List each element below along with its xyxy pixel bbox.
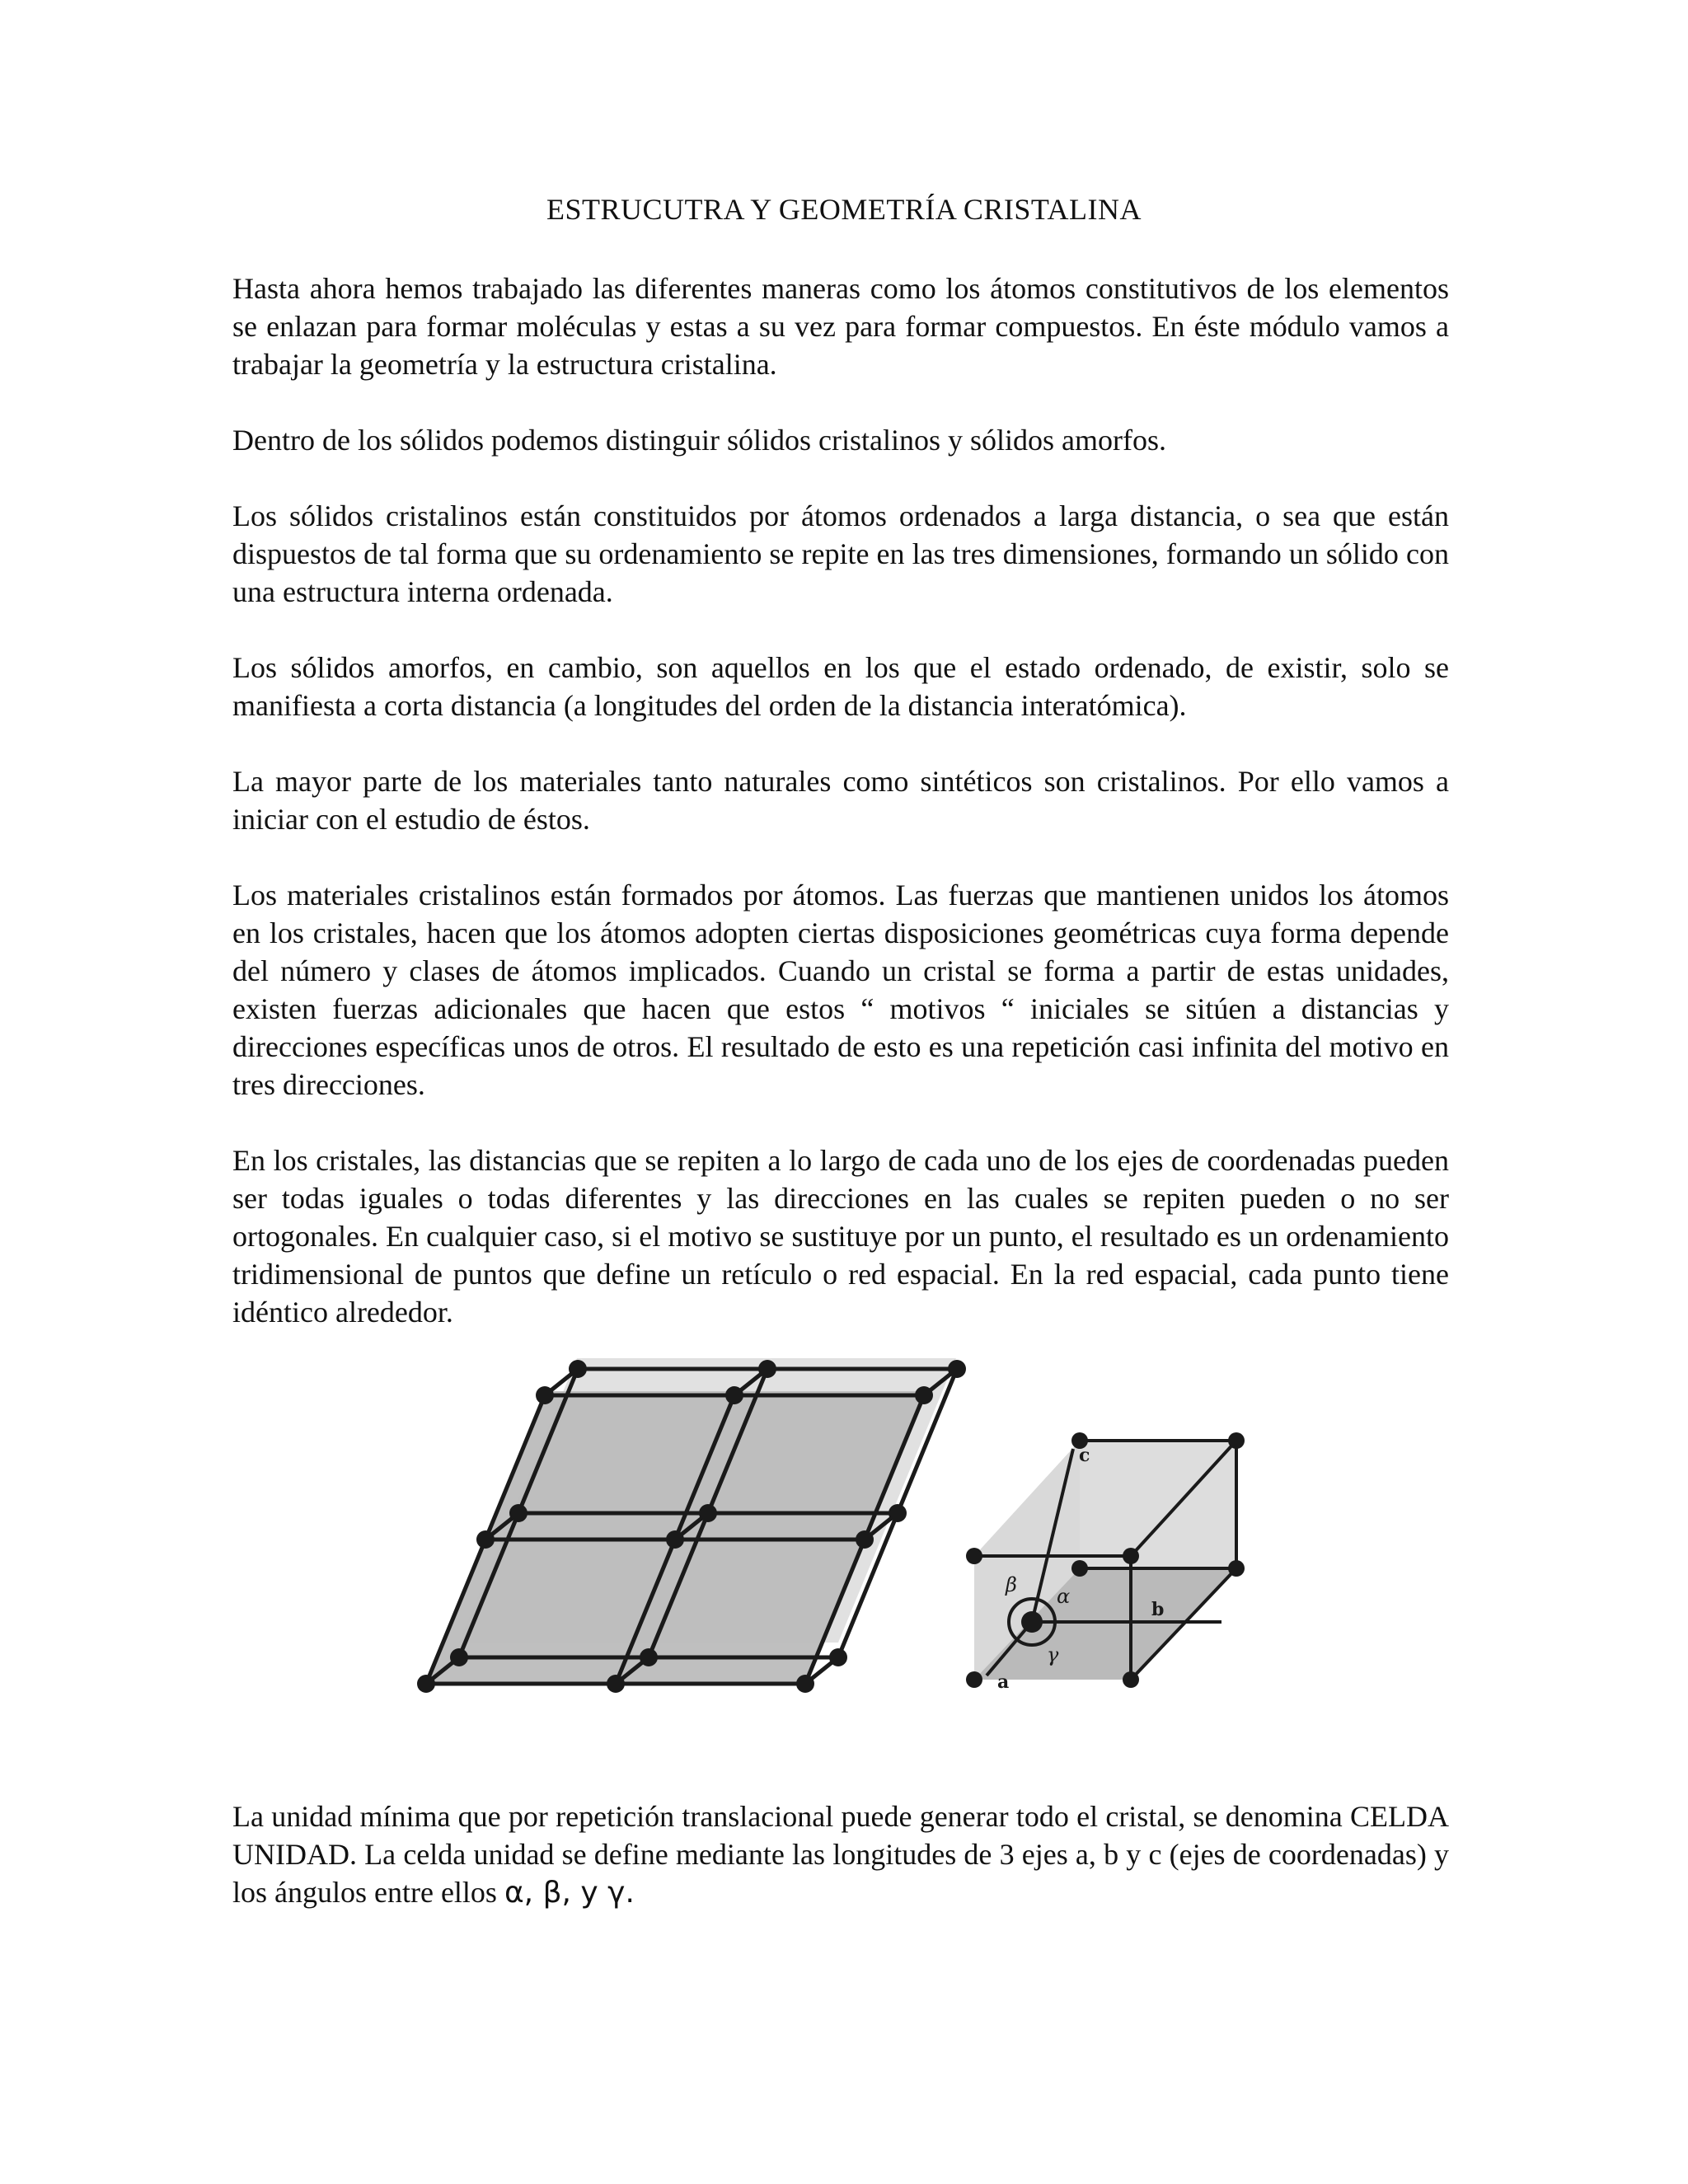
lattice-atom <box>509 1504 528 1522</box>
angle-beta-label: β <box>1006 1573 1017 1596</box>
lattice-atom <box>417 1675 435 1693</box>
lattice-atom <box>476 1530 495 1549</box>
unit-cell-drawing <box>966 1432 1245 1693</box>
paragraph-majority: La mayor parte de los materiales tanto naturales como sintéticos son cristalinos. Por ello vamos a iniciar con el estudio de éstos. <box>232 765 1449 836</box>
paragraph-amorphous: Los sólidos amorfos, en cambio, son aquellos en los que el estado ordenado, de existir, solo se manifiesta a corta distancia (a longitudes del orden de la distancia interatómica). <box>232 651 1449 722</box>
page-title: ESTRUCUTRA Y GEOMETRÍA CRISTALINA <box>546 193 1142 226</box>
lattice-atom <box>796 1675 814 1693</box>
lattice-atom <box>915 1386 933 1404</box>
axis-a-label: a <box>997 1671 1010 1693</box>
lattice-atom <box>536 1386 554 1404</box>
lattice-atom <box>640 1648 658 1666</box>
lattice-atom <box>699 1504 717 1522</box>
paragraph-lattice: En los cristales, las distancias que se repiten a lo largo de cada uno de los ejes de coordenadas pueden ser todas iguales o todas diferentes y las direcciones en las cuales se repiten pueden o no ser ortogonales. En cualquier caso, si el motivo se sustituye por un punto, el resultado es un ordenamiento tridimensional de puntos que define un retículo o red espacial. En la red espacial, cada punto tiene idéntico alrededor. <box>232 1144 1449 1329</box>
crystal-lattice-figure <box>381 1358 1297 1722</box>
paragraph-unit-cell <box>232 1797 1449 1912</box>
lattice-illustration <box>381 1358 1297 1722</box>
space-lattice-drawing <box>417 1358 966 1693</box>
lattice-atom <box>450 1648 468 1666</box>
axis-c-label: c <box>1079 1445 1090 1466</box>
lattice-atom <box>569 1360 587 1378</box>
lattice-atom <box>666 1530 684 1549</box>
paragraph-crystalline: Los sólidos cristalinos están constituidos por átomos ordenados a larga distancia, o sea que están dispuestos de tal forma que su ordenamiento se repite en las tres dimensiones, formando un sólido con una estructura interna ordenada. <box>232 499 1449 608</box>
lattice-atom <box>889 1504 907 1522</box>
lattice-atom <box>829 1648 847 1666</box>
lattice-atom <box>725 1386 743 1404</box>
lattice-atom <box>856 1530 874 1549</box>
angle-alpha-label: α <box>1057 1585 1071 1608</box>
paragraph-materials: Los materiales cristalinos están formados por átomos. Las fuerzas que mantienen unidos los átomos en los cristales, hacen que los átomos adopten ciertas disposiciones geométricas cuya forma depende del número y clases de átomos implicados. Cuando un cristal se forma a partir de estas unidades, existen fuerzas adicionales que hacen que estos “ motivos “ iniciales se sitúen a distancias y direcciones específicas unos de otros. El resultado de esto es una repetición casi infinita del motivo en tres direcciones. <box>232 879 1449 1101</box>
axis-b-label: b <box>1151 1599 1165 1620</box>
lattice-atom <box>758 1360 776 1378</box>
greek-angles: α, β, y γ. <box>504 1876 635 1910</box>
paragraph-solids: Dentro de los sólidos podemos distinguir sólidos cristalinos y sólidos amorfos. <box>232 424 1166 457</box>
lattice-atom <box>607 1675 625 1693</box>
lattice-atom <box>948 1360 966 1378</box>
angle-gamma-label: γ <box>1047 1643 1059 1666</box>
unit-cell-text: La unidad mínima que por repetición translacional puede generar todo el cristal, se denomina CELDA UNIDAD. La celda unidad se define mediante las longitudes de 3 ejes a, b y c (ejes de coordenadas) y los ángulos entre ellos <box>232 1800 1449 1909</box>
paragraph-intro: Hasta ahora hemos trabajado las diferentes maneras como los átomos constitutivos de los elementos se enlazan para formar moléculas y estas a su vez para formar compuestos. En éste módulo vamos a trabajar la geometría y la estructura cristalina. <box>232 272 1449 381</box>
